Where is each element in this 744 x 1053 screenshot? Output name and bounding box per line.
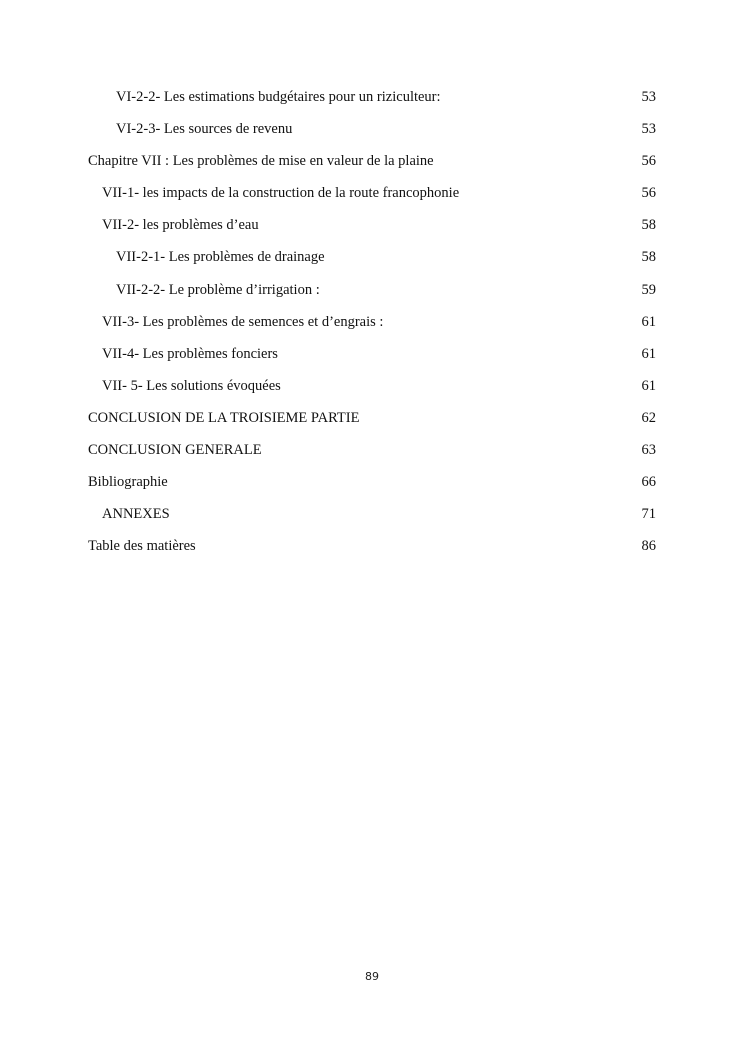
toc-entry-page: 58 (641, 249, 656, 266)
toc-entry-label: VII-4- Les problèmes fonciers (102, 345, 278, 362)
toc-entry[interactable] (88, 246, 656, 278)
toc-entry-page: 66 (641, 474, 656, 491)
toc-entry-label: VII-2-1- Les problèmes de drainage (116, 249, 325, 266)
toc-entry[interactable] (88, 375, 656, 407)
toc-entry-page: 62 (641, 409, 656, 426)
toc-entry-page: 61 (641, 313, 656, 330)
toc-entry[interactable] (88, 86, 656, 118)
toc-entry-label: Bibliographie (88, 474, 168, 491)
toc-entry[interactable] (88, 503, 656, 535)
toc-entry-label: VI-2-2- Les estimations budgétaires pour un riziculteur: (116, 89, 441, 105)
toc-entry-label: VII-2-2- Le problème d’irrigation : (116, 281, 320, 298)
toc-entry-label: CONCLUSION GENERALE (88, 442, 262, 459)
toc-entry-page: 56 (641, 153, 656, 170)
toc-entry[interactable] (88, 150, 656, 182)
toc-entry-page: 53 (641, 121, 656, 138)
toc-entry-label: VI-2-3- Les sources de revenu (116, 121, 293, 138)
toc-entry[interactable] (88, 471, 656, 503)
toc-entry-page: 61 (641, 377, 656, 394)
toc-entry-page: 59 (641, 281, 656, 298)
toc-entry-page: 86 (641, 538, 656, 555)
toc-entry[interactable] (88, 214, 656, 246)
toc-entry-label: VII-1- les impacts de la construction de la route francophonie (102, 185, 460, 202)
toc-entry-label: ANNEXES (102, 506, 170, 523)
toc-entry[interactable] (88, 118, 656, 150)
toc-entry[interactable] (88, 407, 656, 439)
toc-entry-label: Table des matières (88, 538, 196, 555)
toc-entry-page: 56 (641, 185, 656, 202)
toc-entry-page: 63 (641, 442, 656, 459)
table-of-contents (88, 86, 656, 567)
toc-entry-page: 58 (641, 217, 656, 234)
toc-entry-label: VII-3- Les problèmes de semences et d’engrais : (102, 313, 384, 330)
toc-entry-label: Chapitre VII : Les problèmes de mise en valeur de la plaine (88, 153, 434, 170)
toc-entry-page: 71 (641, 506, 656, 523)
toc-entry-page: 53 (641, 89, 656, 105)
toc-entry[interactable] (88, 343, 656, 375)
toc-entry-page: 61 (641, 345, 656, 362)
toc-entry[interactable] (88, 279, 656, 311)
toc-entry[interactable] (88, 535, 656, 567)
page-number: 89 (365, 970, 379, 983)
toc-entry-label: VII-2- les problèmes d’eau (102, 217, 259, 234)
toc-entry[interactable] (88, 439, 656, 471)
toc-entry-label: VII- 5- Les solutions évoquées (102, 377, 281, 394)
toc-entry[interactable] (88, 311, 656, 343)
toc-entry-label: CONCLUSION DE LA TROISIEME PARTIE (88, 409, 360, 426)
toc-entry[interactable] (88, 182, 656, 214)
